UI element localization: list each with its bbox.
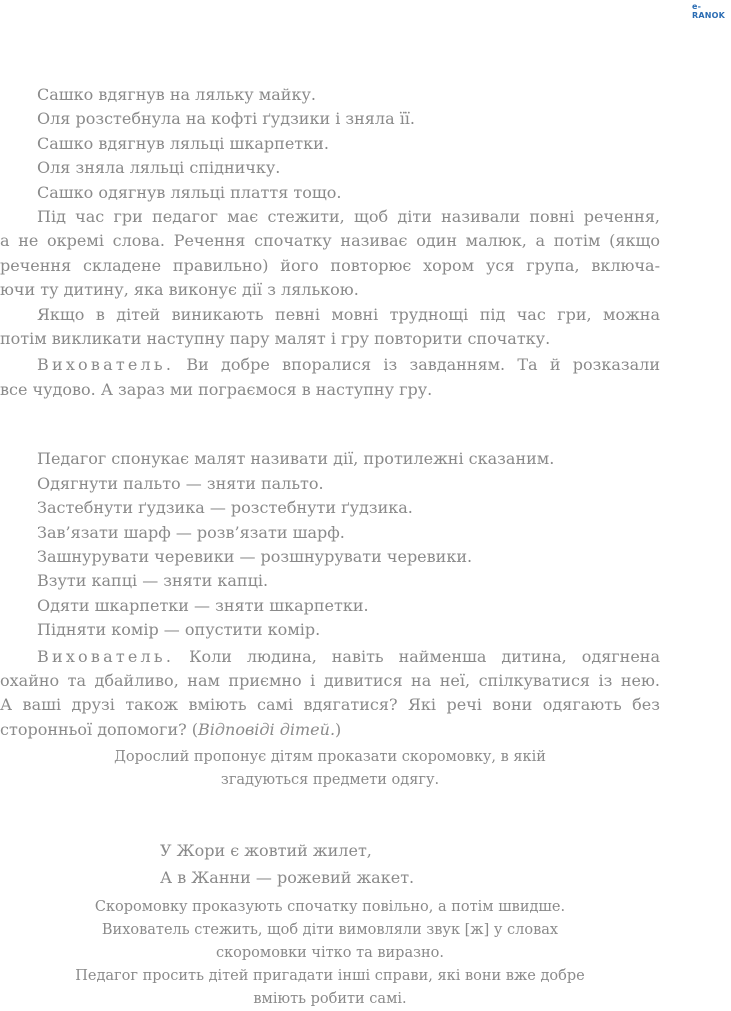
text-line: Одяти шкарпетки — зняти шкарпетки.: [37, 595, 369, 615]
text-line: Оля розстебнула на кофті ґудзики і зняла її.: [37, 109, 416, 129]
speaker-label: Вихователь.: [37, 355, 175, 375]
note-line: скоромовки чітко та виразно.: [215, 945, 445, 962]
text-line: [0, 645, 660, 669]
text-line: [0, 353, 660, 377]
text-line: Сашко вдягнув ляльці шкарпетки.: [37, 133, 329, 153]
text-line: ючи ту дитину, яка виконує дії з лялькою.: [0, 280, 359, 300]
text-line: Якщо в дітей виникають певні мовні труднощі під час гри, можна: [37, 304, 660, 324]
text-line: А ваші друзі також вміють самі вдягатися? Які речі вони одягають без: [0, 695, 660, 715]
note-tongue-twister-intro: [0, 746, 660, 792]
tongue-twister-poem: [0, 837, 660, 891]
text-line: Підняти комір — опустити комір.: [37, 620, 321, 640]
speech-text: Ви добре впоралися із завданням. Та й розказали: [174, 355, 660, 375]
text-line: Одягнути пальто — зняти пальто.: [37, 473, 324, 493]
children-answers: Відповіді дітей.: [198, 719, 336, 739]
note-line: згадуються предмети одягу.: [220, 772, 440, 789]
text-line: Сашко одягнув ляльці плаття тощо.: [37, 182, 342, 202]
teacher-speech-2: [0, 645, 660, 743]
note-line: Педагог просить дітей пригадати інші справи, які вони вже добре: [75, 968, 585, 985]
text-line: потім викликати наступну пару малят і гру повторити спочатку.: [0, 329, 551, 349]
text-line: охайно та дбайливо, нам приємно і дивитися на неї, спілкуватися із нею.: [0, 670, 660, 690]
note-line: вміють робити самі.: [253, 991, 407, 1008]
text-line: а не окремі слова. Речення спочатку називає один малюк, а потім (якщо: [0, 231, 660, 251]
text-line: Зав’язати шарф — розв’язати шарф.: [37, 522, 345, 542]
note-line: Вихователь стежить, щоб діти вимовляли звук [ж] у словах: [101, 922, 559, 939]
text-line: Сашко вдягнув на ляльку майку.: [37, 85, 316, 104]
paragraph-difficulties: [0, 303, 660, 352]
note-line: Дорослий пропонує дітям проказати скоромовку, в якій: [114, 749, 546, 766]
teacher-speech-1: [0, 353, 660, 402]
text-line: [0, 718, 660, 742]
note-tongue-twister-instructions: [0, 896, 660, 1011]
speaker-label: Вихователь.: [37, 646, 175, 666]
speech-text: сторонньої допомоги? (: [0, 719, 199, 739]
page-content: [0, 83, 660, 1011]
speech-text: Коли людина, навіть найменша дитина, одягнена: [174, 646, 660, 666]
text-line: Під час гри педагог має стежити, щоб діти називали повні речення,: [37, 207, 660, 227]
speech-text: ): [335, 719, 342, 739]
text-line: Зашнурувати черевики — розшнурувати черевики.: [37, 546, 473, 566]
text-line: Педагог спонукає малят називати дії, протилежні сказаним.: [37, 449, 555, 469]
text-line: речення складене правильно) його повторює хором уся група, включа-: [0, 255, 660, 275]
note-line: Скоромовку проказують спочатку повільно, а потім швидше.: [94, 899, 566, 916]
paragraph-instructions: [0, 205, 660, 303]
text-line: Оля зняла ляльці спідничку.: [37, 158, 281, 178]
text-line: все чудово. А зараз ми пограємося в наступну гру.: [0, 379, 433, 399]
text-line: Взути капці — зняти капці.: [37, 571, 269, 591]
text-line: Застебнути ґудзика — розстебнути ґудзика.: [37, 498, 413, 518]
poem-line: А в Жанни — рожевий жакет.: [160, 868, 415, 888]
publisher-logo: e-RANOK: [692, 2, 726, 20]
poem-line: У Жори є жовтий жилет,: [160, 841, 372, 861]
